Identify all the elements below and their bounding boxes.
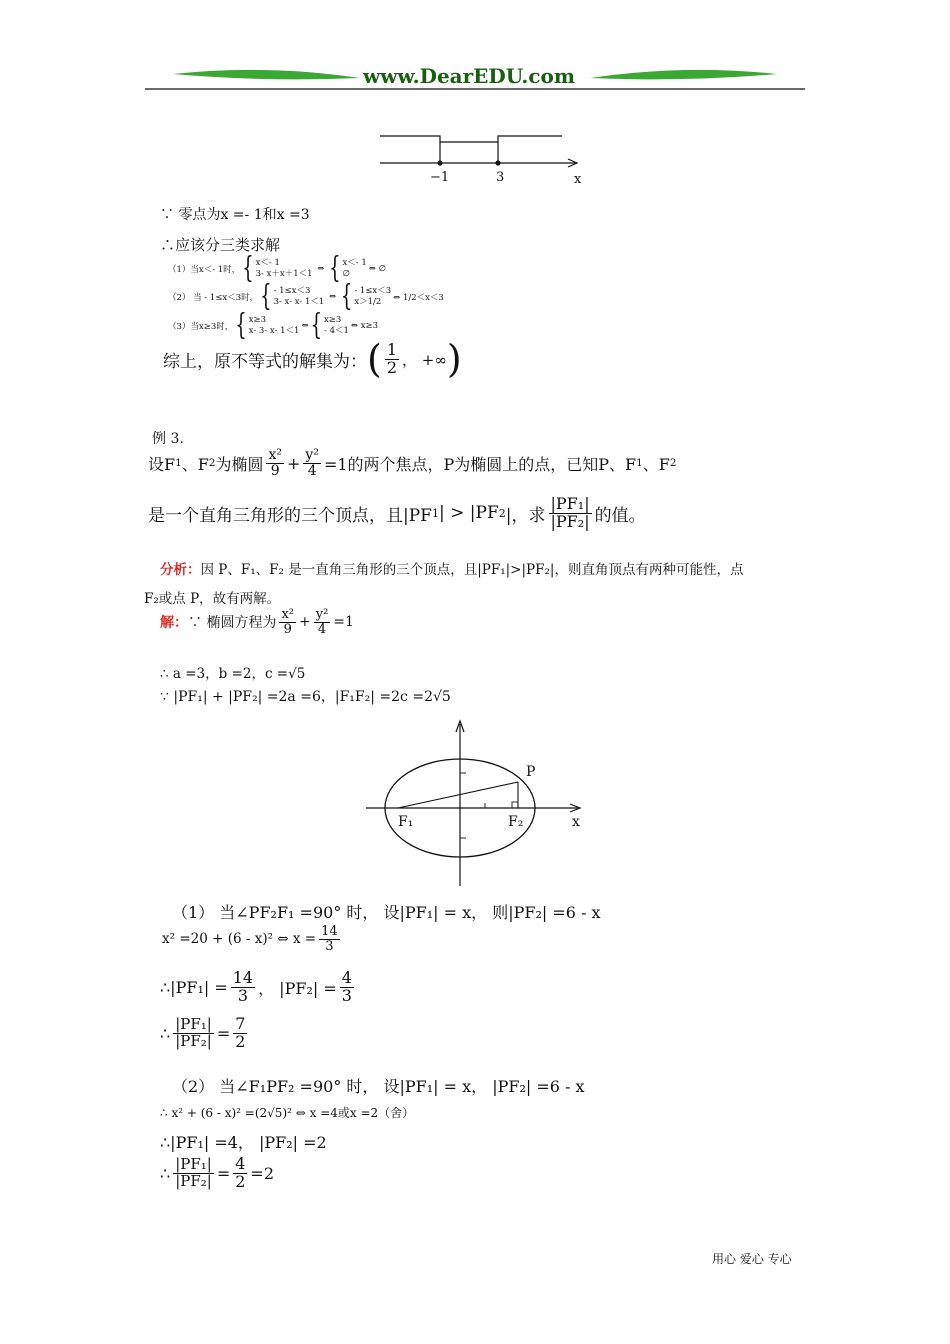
label-f2: F₂ — [508, 814, 524, 830]
label-x: x — [572, 814, 580, 830]
number-line-figure — [370, 128, 590, 190]
analysis-line-2: F₂或点 P，故有两解。 — [144, 591, 281, 607]
three-cases-line: ∴应该分三类求解 — [160, 236, 281, 254]
solution-set-summary: 综上，原不等式的解集为： ( $\frac{1}{2}$ ， +∞ ) — [163, 337, 462, 381]
ellipse-figure — [360, 718, 590, 890]
part-2-ratio: ∴ $\frac{\text{|PF₁|}}{\text{|PF₂|}}$ = $\frac{4}{2}$ =2 — [160, 1154, 274, 1191]
solution-sums: ∵ |PF₁| + |PF₂| =2a =6，|F₁F₂| =2c =2√5 — [160, 689, 451, 705]
part-1-equation: x² =20 + (6 - x)² ⇔ x = $\frac{14}{3}$ — [162, 924, 338, 954]
case-2: （2） 当 - 1≤x＜3时， { - 1≤x＜3 3- x- x- 1＜1 ⇔ { - 1≤x＜3 x＞1/2 ⇔ 1/2＜x＜3 — [168, 279, 444, 314]
zero-points-line: ∵ 零点为x =- 1和x =3 — [160, 207, 310, 223]
footer-slogan: 用心 爱心 专心 — [712, 1252, 792, 1266]
part-1-setup: （1） 当∠PF₂F₁ =90° 时， 设|PF₁| = x， 则|PF₂| =6 - x — [172, 903, 601, 922]
question-line-1: 设F 1 、F 2 为椭圆 $\frac{\text{x²}}{9}$ + $\frac{\text{y²}}{4}$ =1的两个焦点，P为椭圆上的点，已知P、F 1 、F 2 — [148, 447, 677, 479]
label-p: P — [526, 764, 536, 780]
part-2-setup: （2） 当∠F₁PF₂ =90° 时， 设|PF₁| = x， |PF₂| =6 - x — [172, 1077, 585, 1096]
tick-label-neg1: −1 — [430, 170, 450, 185]
tick-label-3: 3 — [496, 170, 505, 185]
case-1: （1）当x＜- 1时， { x＜- 1 3- x＋x＋1＜1 ⇔ { x＜- 1 ∅ ⇔ ∅ — [168, 251, 387, 286]
example-heading: 例 3. — [152, 431, 184, 447]
part-1-lengths: ∴|PF₁| = $\frac{14}{3}$ ， |PF₂| = $\frac{4}{3}$ — [160, 968, 352, 1005]
solution-abc: ∴ a =3，b =2，c =√5 — [160, 666, 306, 682]
label-f1: F₁ — [398, 814, 414, 830]
part-1-ratio: ∴ $\frac{\text{|PF₁|}}{\text{|PF₂|}}$ = $\frac{7}{2}$ — [160, 1014, 246, 1051]
case-3: （3）当x≥3时， { x≥3 x- 3- x- 1＜1 ⇔ { x≥3 - 4＜1 ⇔ x≥3 — [168, 308, 379, 343]
part-2-equation: ∴ x² + (6 - x)² =(2√5)² ⇔ x =4或x =2（舍） — [160, 1106, 415, 1120]
axis-label-x: x — [574, 172, 582, 187]
part-2-lengths: ∴|PF₁| =4， |PF₂| =2 — [160, 1133, 327, 1152]
site-url[interactable]: www.DearEDU.com — [363, 64, 576, 88]
header-banner — [145, 62, 805, 92]
question-line-2: 是一个直角三角形的三个顶点，且|PF 1 | > |PF 2 |，求 $\frac{\text{|PF₁|}}{\text{|PF₂|}}$ 的值。 — [148, 494, 646, 531]
solution-line-1: 解： ∵ 椭圆方程为 $\frac{\text{x²}}{9}$ + $\frac{\text{y²}}{4}$ =1 — [160, 607, 354, 637]
analysis-line-1: 分析：因 P、F₁、F₂ 是一直角三角形的三个顶点，且|PF₁|>|PF₂|，则直角顶点有两种可能性，点 — [160, 562, 744, 578]
